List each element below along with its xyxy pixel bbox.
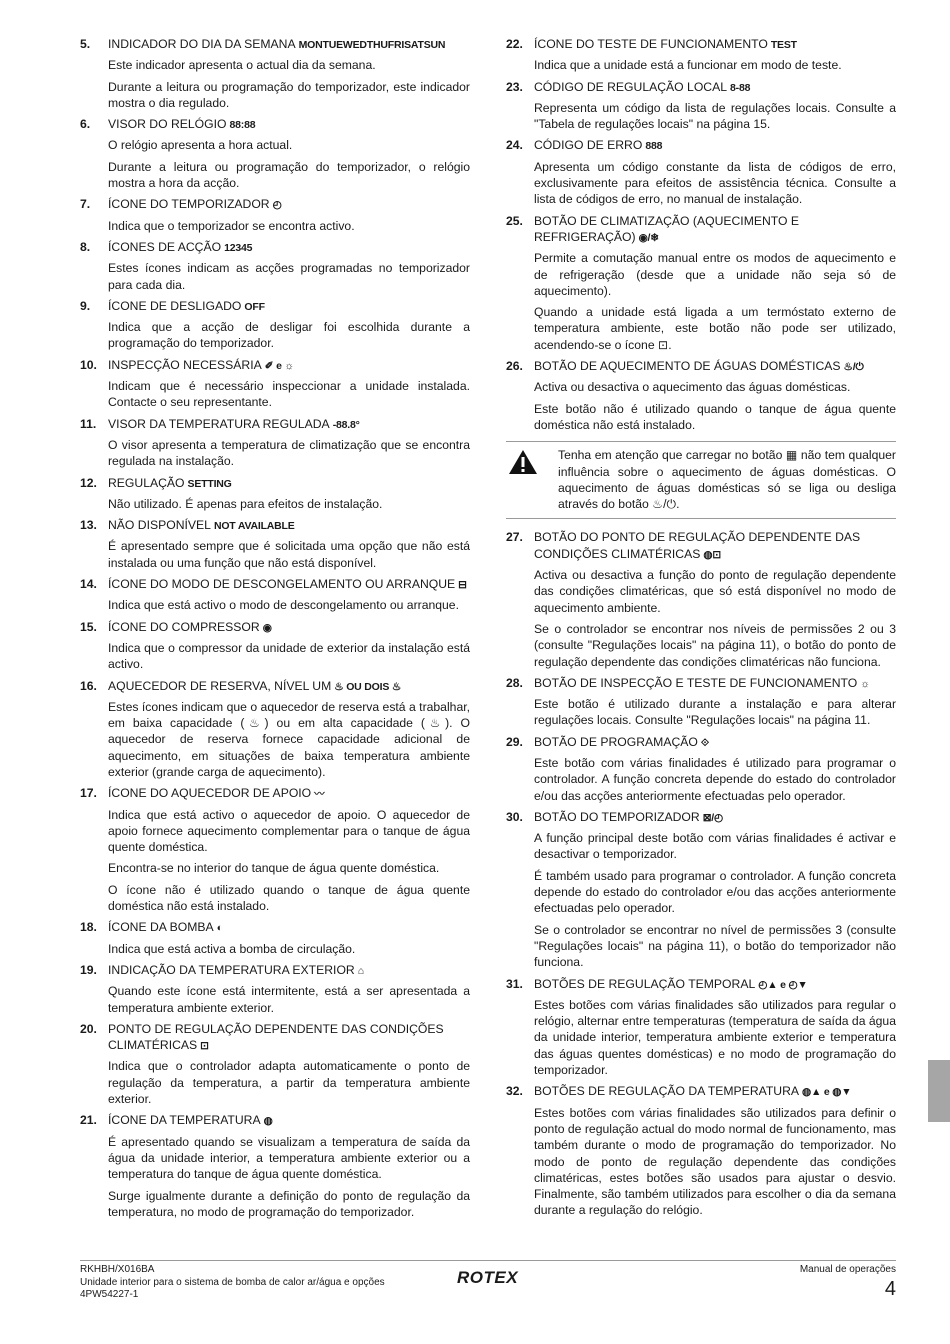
item-paragraph: Durante a leitura ou programação do temporizador, este indicador mostra o dia regulado.: [108, 79, 470, 110]
item-paragraph: Encontra-se no interior do tanque de água quente doméstica.: [108, 861, 440, 876]
item-title: [108, 962, 470, 979]
item-paragraph: Indica que o controlador adapta automaticamente o ponto de regulação da temperatura, a partir da temperatura ambiente exterior.: [108, 1059, 470, 1107]
item-paragraph: O relógio apresenta a hora actual.: [108, 138, 293, 153]
item-title-text: VISOR DO RELÓGIO: [108, 117, 227, 132]
item-title-text: ÍCONE DO MODO DE DESCONGELAMENTO OU ARRANQUE: [108, 577, 456, 592]
item-heading: [80, 576, 470, 593]
list-item: [80, 1112, 470, 1220]
item-paragraph: Este botão é utilizado durante a instalação e para alterar regulações locais. Consulte "Regulações locais" na página 11.: [534, 697, 896, 728]
item-paragraph: Este botão com várias finalidades é utilizado para programar o controlador. A função concreta depende do estado do controlador e/ou das acções anteriormente efectuadas pelo operador.: [534, 755, 896, 803]
item-title-text: INDICADOR DO DIA DA SEMANA: [108, 37, 296, 51]
item-heading: [80, 619, 470, 636]
item-heading: [80, 239, 470, 256]
list-item: [80, 298, 470, 352]
item-symbol: ◍: [263, 1115, 273, 1128]
item-number: 31.: [506, 976, 523, 991]
item-symbol: ⟐: [700, 736, 709, 749]
item-symbol: -88.8°: [332, 418, 360, 431]
item-title-text: BOTÃO DE AQUECIMENTO DE ÁGUAS DOMÉSTICAS: [534, 359, 841, 374]
list-item: [506, 976, 896, 1079]
item-symbol: NOT AVAILABLE: [213, 520, 295, 533]
item-heading: [80, 1112, 470, 1129]
page-number: 4: [884, 1277, 896, 1300]
item-number: 25.: [506, 213, 523, 228]
list-item: [80, 619, 470, 673]
item-paragraph: É também usado para programar o controlador. A função concreta depende do estado do controlador e/ou das acções anteriormente efectuadas pelo operador.: [534, 868, 896, 916]
item-heading: [506, 213, 896, 247]
item-heading: [506, 675, 896, 692]
item-title-text: INDICAÇÃO DA TEMPERATURA EXTERIOR: [108, 962, 355, 977]
item-symbol: 〰: [314, 788, 325, 801]
item-number: 6.: [80, 117, 91, 132]
item-symbol: ⊠/◴: [702, 811, 723, 824]
item-paragraph: Apresenta um código constante da lista de códigos de erro, exclusivamente para efeitos de assistência técnica. Consulte a lista de códigos de erro, no manual de instalação.: [534, 159, 896, 207]
list-item: [80, 517, 470, 571]
item-heading: [506, 976, 896, 993]
item-number: 5.: [80, 37, 91, 51]
item-title-text: AQUECEDOR DE RESERVA, NÍVEL UM: [108, 678, 332, 693]
item-number: 12.: [80, 475, 97, 490]
item-paragraph: Quando a unidade está ligada a um termóstato externo de temperatura ambiente, este botão não pode ser utilizado, acendendo-se o ícone ⊡.: [534, 305, 896, 352]
item-symbol: ◉/❄: [638, 231, 659, 244]
list-item: [506, 79, 896, 133]
item-number: 30.: [506, 809, 523, 824]
item-number: 32.: [506, 1084, 523, 1099]
list-item: [506, 675, 896, 729]
item-heading: [506, 809, 896, 826]
item-number: 9.: [80, 298, 91, 313]
list-item: [80, 1021, 470, 1107]
item-paragraph: Quando este ícone está intermitente, está a ser apresentada a temperatura ambiente exterior.: [108, 984, 470, 1015]
item-title: [108, 239, 470, 256]
item-heading: [506, 1083, 896, 1100]
item-number: 19.: [80, 962, 97, 977]
list-item: [506, 529, 896, 669]
item-title: [108, 298, 470, 315]
item-number: 27.: [506, 530, 523, 545]
item-paragraph: Activa ou desactiva a função do ponto de regulação dependente das condições climatéricas, que só está disponível no modo de aquecimento ambiente.: [534, 568, 896, 615]
item-title: [108, 785, 470, 802]
item-title: [534, 734, 896, 751]
item-number: 14.: [80, 577, 97, 592]
item-title: [108, 919, 470, 936]
item-paragraph: Durante a leitura ou programação do temporizador, o relógio mostra a hora da acção.: [108, 159, 470, 191]
item-symbol: ◍▲ e ◍▼: [802, 1086, 852, 1099]
item-paragraph: A função principal deste botão com várias finalidades é activar e desactivar o temporizador.: [534, 831, 896, 862]
item-number: 22.: [506, 37, 523, 51]
item-paragraph: Indica que a acção de desligar foi escolhida durante a programação do temporizador.: [108, 320, 470, 351]
list-item: [80, 785, 470, 914]
item-heading: [506, 529, 896, 563]
item-heading: [80, 36, 470, 53]
item-paragraph: Indica que está activo o aquecedor de apoio. O aquecedor de apoio fornece aquecimento complementar para o tanque de água quente doméstica.: [108, 807, 470, 855]
left-column: [80, 36, 470, 1225]
list-item: [80, 239, 470, 293]
item-title-text: ÍCONE DE DESLIGADO: [108, 298, 242, 313]
item-number: 10.: [80, 357, 97, 372]
item-title: [534, 1083, 896, 1100]
item-heading: [506, 734, 896, 751]
list-item: [80, 196, 470, 234]
item-paragraph: Se o controlador se encontrar no nível de permissões 3 (consulte "Regulações locais" na página 11), o botão do temporizador não funciona.: [534, 922, 896, 970]
item-symbol: ⊡: [200, 1040, 209, 1053]
item-number: 23.: [506, 79, 523, 94]
list-item: [506, 213, 896, 353]
list-item: [80, 416, 470, 470]
item-paragraph: Estes ícones indicam as acções programadas no temporizador para cada dia.: [108, 261, 470, 292]
item-paragraph: Indicam que é necessário inspeccionar a unidade instalada. Contacte o seu representante.: [108, 379, 470, 410]
item-title: [108, 357, 470, 374]
footer-page-info: [800, 1264, 896, 1300]
item-heading: [80, 678, 470, 695]
item-title: [108, 1112, 470, 1129]
item-title: [534, 79, 896, 96]
side-tab-marker: [928, 1060, 950, 1122]
item-heading: [80, 962, 470, 979]
item-heading: [506, 137, 896, 154]
item-paragraph: É apresentado quando se visualizam a temperatura de saída da água da unidade interior, a temperatura ambiente exterior ou a temperatura do tanque de água quente doméstica.: [108, 1134, 470, 1182]
item-title-text: CÓDIGO DE REGULAÇÃO LOCAL: [534, 79, 728, 94]
item-symbol: MONTUEWEDTHUFRISATSUN: [298, 39, 446, 51]
item-number: 11.: [80, 416, 97, 431]
item-number: 28.: [506, 675, 523, 690]
warning-icon: [506, 447, 558, 512]
list-item: [80, 576, 470, 614]
item-paragraph: Estes ícones indicam que o aquecedor de reserva está a trabalhar, em baixa capacidade (♨) ou em alta capacidade (♨). O aquecedor de reserva fornece capacidade adicional de aquecimento, em situações de baixa temperatura ambiente exterior (grande carga de aquecimento).: [108, 699, 470, 779]
list-item: [506, 809, 896, 971]
item-number: 18.: [80, 920, 97, 935]
item-symbol: ◐: [216, 922, 223, 935]
item-paragraph: Permite a comutação manual entre os modos de aquecimento e de refrigeração (desde que a unidade não seja só de aquecimento).: [534, 251, 896, 298]
list-item: [80, 36, 470, 111]
item-paragraph: Activa ou desactiva o aquecimento das águas domésticas.: [534, 380, 851, 395]
item-symbol: 88:88: [229, 119, 256, 132]
item-title: [534, 675, 896, 692]
item-title: [108, 576, 470, 593]
item-title: [108, 116, 470, 133]
item-paragraph: Estes botões com várias finalidades são utilizados para regular o relógio, alternar entre temperaturas (temperatura de saída da água da unidade interior, temperatura ambiente exterior e temperatura das águas quentes domésticas) e no modo de programação do temporizador.: [534, 997, 896, 1078]
footer-manual-title: Manual de operações: [799, 1264, 896, 1275]
footer-description: Unidade interior para o sistema de bomba de calor ar/água e opções: [80, 1276, 385, 1288]
item-title: [534, 36, 896, 53]
item-title: [108, 36, 470, 53]
item-title-text: CÓDIGO DE ERRO: [534, 138, 643, 153]
item-heading: [80, 298, 470, 315]
item-paragraph: Indica que está activo o modo de descongelamento ou arranque.: [108, 598, 459, 613]
list-item: [80, 962, 470, 1016]
footer-code: 4PW54227-1: [80, 1289, 139, 1300]
item-heading: [80, 1021, 470, 1055]
item-title-text: BOTÃO DE PROGRAMAÇÃO: [534, 734, 698, 749]
item-title: [534, 358, 896, 375]
item-title: [108, 517, 470, 534]
item-paragraph: O ícone não é utilizado quando o tanque de água quente doméstica não está instalado.: [108, 882, 470, 914]
item-heading: [506, 36, 896, 53]
item-symbol: TEST: [770, 39, 797, 51]
list-item: [506, 36, 896, 74]
item-title-text: INSPECÇÃO NECESSÁRIA: [108, 357, 262, 372]
item-title: [534, 976, 896, 993]
item-title-text: BOTÃO DO TEMPORIZADOR: [534, 809, 700, 824]
item-number: 13.: [80, 518, 97, 533]
footer-divider: [80, 1260, 896, 1261]
item-title-text: REGULAÇÃO: [108, 475, 185, 490]
item-title-text: ÍCONE DO TEMPORIZADOR: [108, 197, 270, 212]
item-number: 29.: [506, 734, 523, 749]
item-paragraph: É apresentado sempre que é solicitada uma opção que não está instalada ou uma função que não está disponível.: [108, 539, 470, 570]
item-title: [108, 416, 470, 433]
list-item: [506, 1083, 896, 1218]
item-symbol: ☼: [860, 677, 870, 690]
item-title-text: ÍCONE DA TEMPERATURA: [108, 1113, 261, 1128]
item-paragraph: O visor apresenta a temperatura de climatização que se encontra regulada na instalação.: [108, 437, 470, 469]
item-number: 17.: [80, 786, 97, 801]
item-title-text: ÍCONE DA BOMBA: [108, 920, 214, 935]
item-title-text: NÃO DISPONÍVEL: [108, 518, 211, 533]
item-paragraph: Indica que a unidade está a funcionar em modo de teste.: [534, 58, 842, 73]
item-heading: [506, 358, 896, 375]
item-paragraph: Indica que está activa a bomba de circulação.: [108, 941, 356, 956]
item-title: [108, 475, 470, 492]
item-symbol: ⊟: [458, 579, 467, 592]
item-paragraph: Indica que o compressor da unidade de exterior da instalação está activo.: [108, 640, 470, 672]
item-title-text: ÍCONES DE ACÇÃO: [108, 239, 222, 254]
list-item: [506, 137, 896, 207]
list-item: [80, 116, 470, 191]
list-item: [80, 678, 470, 781]
item-heading: [80, 116, 470, 133]
item-title-text: BOTÃO DE INSPECÇÃO E TESTE DE FUNCIONAMENTO: [534, 675, 858, 690]
right-column: [506, 36, 896, 1224]
item-symbol: 888: [645, 140, 663, 153]
list-item: [506, 734, 896, 804]
item-title: [534, 529, 896, 563]
item-number: 15.: [80, 619, 97, 634]
item-symbol: SETTING: [187, 477, 232, 490]
item-heading: [80, 785, 470, 802]
item-title: [534, 809, 896, 826]
item-number: 16.: [80, 678, 97, 693]
item-number: 26.: [506, 359, 523, 374]
item-paragraph: Não utilizado. É apenas para efeitos de instalação.: [108, 496, 383, 511]
item-title-text: BOTÃO DE CLIMATIZAÇÃO (AQUECIMENTO E REFRIGERAÇÃO): [534, 213, 799, 244]
item-paragraph: Este botão não é utilizado quando o tanque de água quente doméstica não está instalado.: [534, 401, 896, 432]
item-symbol: 8-88: [730, 81, 751, 94]
item-heading: [80, 919, 470, 936]
item-heading: [80, 517, 470, 534]
item-title: [108, 1021, 470, 1055]
item-heading: [80, 416, 470, 433]
item-heading: [506, 79, 896, 96]
list-item: [80, 919, 470, 957]
item-number: 21.: [80, 1113, 97, 1128]
item-paragraph: Estes botões com várias finalidades são utilizados para definir o ponto de regulação actual do modo normal de funcionamento, mas também durante o modo de programação do temporizador. No modo de ponto de regulação dependente das condições climatéricas, estes botões são usados para ajustar o desvio. Finalmente, são também utilizados para escolher o dia da semana durante a regulação do relógio.: [534, 1105, 896, 1218]
item-paragraph: Surge igualmente durante a definição do ponto de regulação da temperatura, no modo de programação do temporizador.: [108, 1188, 470, 1219]
item-title: [108, 619, 470, 636]
footer-model: RKHBH/X016BA: [80, 1264, 155, 1275]
list-item: [506, 358, 896, 433]
item-paragraph: Representa um código da lista de regulações locais. Consulte a "Tabela de regulações locais" na página 15.: [534, 100, 896, 132]
item-paragraph: Este indicador apresenta o actual dia da semana.: [108, 58, 376, 73]
item-title-text: BOTÕES DE REGULAÇÃO DA TEMPERATURA: [534, 1084, 800, 1099]
item-symbol: ✐ e ☼: [264, 359, 294, 372]
rotex-logo: ROTEX: [457, 1268, 519, 1287]
item-title-text: ÍCONE DO COMPRESSOR: [108, 619, 260, 634]
item-title: [108, 678, 470, 695]
item-title: [534, 137, 896, 154]
item-title: [108, 196, 470, 213]
item-number: 24.: [506, 138, 523, 153]
item-title-text: ÍCONE DO AQUECEDOR DE APOIO: [108, 786, 312, 801]
item-title-text: VISOR DA TEMPERATURA REGULADA: [108, 416, 330, 431]
item-symbol: ♨ OU DOIS ♨: [334, 680, 402, 693]
item-number: 20.: [80, 1021, 97, 1036]
item-number: 8.: [80, 239, 91, 254]
list-item: [80, 357, 470, 411]
item-symbol: ◍⊡: [703, 548, 721, 561]
item-title-text: BOTÃO DO PONTO DE REGULAÇÃO DEPENDENTE DAS CONDIÇÕES CLIMATÉRICAS: [534, 530, 861, 561]
item-symbol: ◴: [272, 199, 282, 212]
item-paragraph: Se o controlador se encontrar nos níveis de permissões 2 ou 3 (consulte "Regulações locais" na página 11), o botão do ponto de regulação dependente das condições climatéricas não funciona.: [534, 621, 896, 669]
item-heading: [80, 357, 470, 374]
item-paragraph: Indica que o temporizador se encontra activo.: [108, 218, 355, 233]
item-symbol: ⌂: [357, 964, 364, 977]
warning-text: Tenha em atenção que carregar no botão ▦ não tem qualquer influência sobre o aquecimento de águas domésticas. O aquecimento de águas domésticas só se liga ou desliga através do botão ♨/⏻.: [558, 448, 896, 512]
item-symbol: 12345: [224, 241, 253, 254]
item-heading: [80, 196, 470, 213]
item-title: [534, 213, 896, 247]
item-symbol: OFF: [244, 300, 265, 313]
item-symbol: ♨/⏻: [843, 361, 864, 374]
item-title-text: PONTO DE REGULAÇÃO DEPENDENTE DAS CONDIÇÕES CLIMATÉRICAS: [108, 1021, 444, 1053]
warning-box: [506, 441, 896, 519]
item-number: 7.: [80, 197, 91, 212]
footer-info: [80, 1264, 385, 1302]
item-title-text: BOTÕES DE REGULAÇÃO TEMPORAL: [534, 976, 756, 991]
item-symbol: ◴▲ e ◴▼: [758, 978, 808, 991]
list-item: [80, 475, 470, 513]
item-title-text: ÍCONE DO TESTE DE FUNCIONAMENTO: [534, 37, 768, 51]
item-symbol: ◉: [262, 621, 272, 634]
item-heading: [80, 475, 470, 492]
